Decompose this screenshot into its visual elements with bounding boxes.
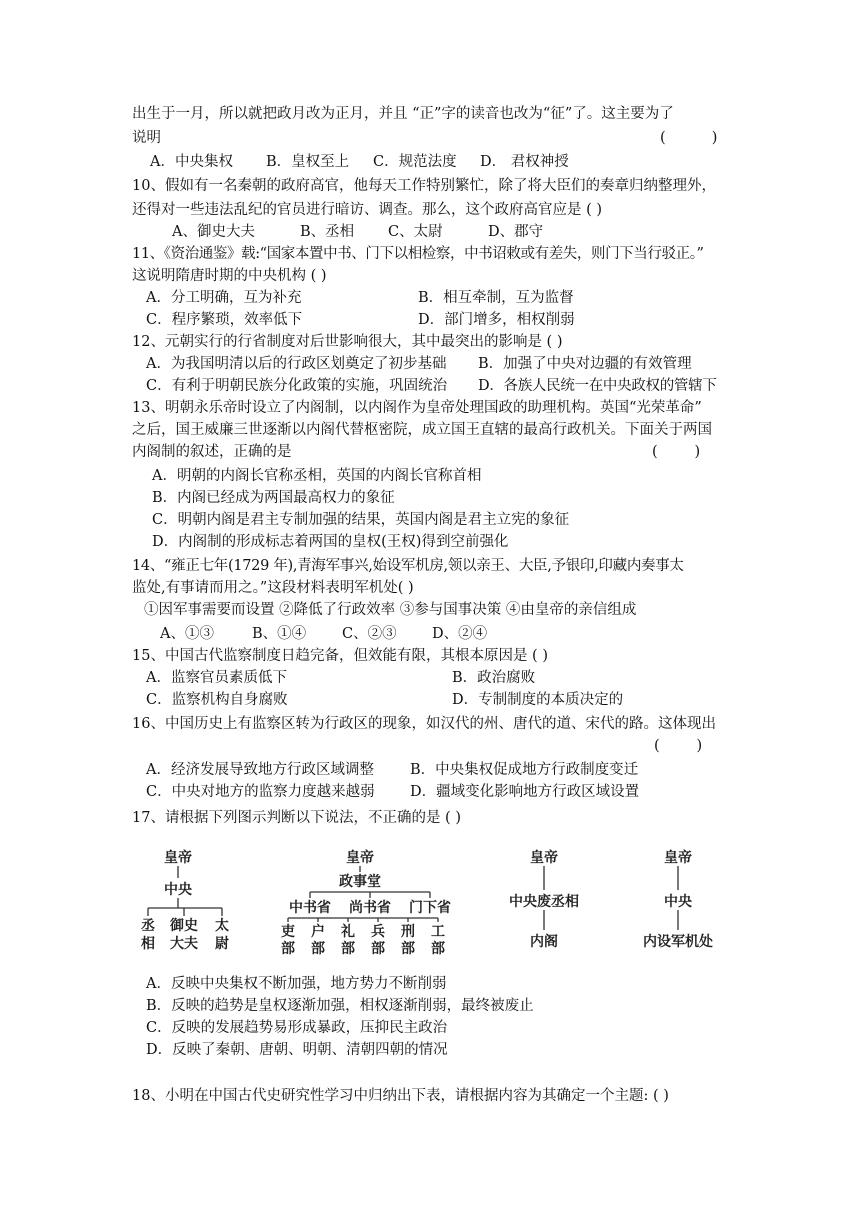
q9-option-a: A．中央集权 bbox=[150, 154, 233, 170]
d2-leaf-5: 刑 bbox=[401, 924, 415, 940]
d4-leaf: 内设军机处 bbox=[643, 934, 713, 950]
d1-leaf-2: 御史 bbox=[170, 918, 198, 934]
q13-option-c: C．明朝内阁是君主专制加强的结果，英国内阁是君主立宪的象征 bbox=[152, 512, 570, 528]
d2-branch-3: 门下省 bbox=[409, 900, 451, 916]
q10-line1: 10、假如有一名秦朝的政府高官，他每天工作特别繁忙，除了将大臣们的奏章归纳整理外， bbox=[132, 178, 716, 194]
q11-option-a: A．分工明确，互为补充 bbox=[146, 290, 302, 306]
d2-leaf-5b: 部 bbox=[401, 941, 415, 957]
diagram-qin bbox=[141, 849, 229, 952]
d2-leaf-1b: 部 bbox=[281, 941, 295, 957]
d1-leaf-1b: 相 bbox=[141, 936, 155, 952]
q11-line1: 11、《资治通鉴》载:“国家本置中书、门下以相检察，中书诏敕或有差失，则门下当行驳正。” bbox=[132, 246, 704, 262]
q12-line1: 12、元朝实行的行省制度对后世影响很大，其中最突出的影响是 ( ) bbox=[132, 334, 563, 350]
q10-option-a: A、御史大夫 bbox=[172, 224, 255, 240]
d2-leaf-4: 兵 bbox=[371, 924, 385, 940]
q15-option-b: B．政治腐败 bbox=[452, 670, 536, 686]
diagram-ming bbox=[509, 849, 579, 950]
q16-option-b: B．中央集权促成地方行政制度变迁 bbox=[410, 762, 639, 778]
q10-option-d: D、郡守 bbox=[488, 224, 544, 240]
q9-answer-paren: ( ) bbox=[660, 130, 718, 146]
q11-line2: 这说明隋唐时期的中央机构 ( ) bbox=[132, 268, 327, 284]
d2-leaf-6b: 部 bbox=[431, 941, 445, 957]
q11-option-c: C．程序繁琐，效率低下 bbox=[146, 312, 303, 328]
d4-mid: 中央 bbox=[664, 894, 692, 910]
q16-option-d: D．疆域变化影响地方行政区域设置 bbox=[410, 784, 640, 800]
d2-leaf-4b: 部 bbox=[371, 941, 385, 957]
d2-branch-2: 尚书省 bbox=[349, 900, 391, 916]
q16-option-a: A．经济发展导致地方行政区域调整 bbox=[146, 762, 374, 778]
q17-line1: 17、请根据下列图示判断以下说法，不正确的是 ( ) bbox=[132, 810, 461, 826]
q14-line1: 14、“雍正七年(1729 年),青海军事兴,始设军机房,领以亲王、大臣,予银印,印藏内奏事太 bbox=[132, 558, 684, 574]
q10-option-b: B、丞相 bbox=[300, 224, 355, 240]
q13-answer-paren: ( ) bbox=[652, 444, 701, 460]
q9-option-d: D． 君权神授 bbox=[480, 154, 569, 170]
q13-option-a: A．明朝的内阁长官称丞相，英国的内阁长官称首相 bbox=[152, 468, 482, 484]
q16-answer-paren: ( ) bbox=[654, 738, 703, 754]
q18-line1: 18、小明在中国古代史研究性学习中归纳出下表，请根据内容为其确定一个主题: ( ) bbox=[132, 1088, 669, 1104]
q17-option-d: D．反映了秦朝、唐朝、明朝、清朝四朝的情况 bbox=[146, 1042, 448, 1058]
q16-line1: 16、中国历史上有监察区转为行政区的现象，如汉代的州、唐代的道、宋代的路。这体现出 bbox=[132, 716, 716, 732]
d2-mid: 政事堂 bbox=[339, 874, 381, 890]
q14-option-a: A、①③ bbox=[160, 626, 214, 642]
q9-line1: 出生于一月，所以就把政月改为正月，并且 “正”字的读音也改为“征”了。这主要为了 bbox=[132, 106, 674, 122]
d1-leaf-2b: 大夫 bbox=[170, 936, 198, 952]
d1-leaf-3b: 尉 bbox=[215, 936, 229, 952]
d2-leaf-1: 吏 bbox=[281, 924, 295, 940]
q10-line2: 还得对一些违法乱纪的官员进行暗访、调查。那么，这个政府高官应是 ( ) bbox=[132, 202, 603, 218]
q12-option-b: B．加强了中央对边疆的有效管理 bbox=[478, 356, 692, 372]
q11-option-b: B．相互牵制，互为监督 bbox=[418, 290, 574, 306]
q11-option-d: D．部门增多，相权削弱 bbox=[418, 312, 575, 328]
q13-line2: 之后，国王威廉三世逐渐以内阁代替枢密院，成立国王直辖的最高行政机关。下面关于两国 bbox=[132, 422, 712, 438]
d1-top: 皇帝 bbox=[164, 850, 192, 866]
d3-mid: 中央废丞相 bbox=[509, 894, 579, 910]
q17-option-a: A．反映中央集权不断加强，地方势力不断削弱 bbox=[146, 976, 447, 992]
q14-statements: ①因军事需要而设置 ②降低了行政效率 ③参与国事决策 ④由皇帝的亲信组成 bbox=[144, 602, 637, 618]
d4-top: 皇帝 bbox=[664, 850, 692, 866]
d1-mid: 中央 bbox=[164, 882, 192, 898]
d2-leaf-3: 礼 bbox=[341, 924, 355, 940]
q14-option-c: C、②③ bbox=[342, 626, 397, 642]
q9-line2: 说明 bbox=[132, 130, 161, 146]
d2-leaf-6: 工 bbox=[431, 924, 445, 940]
diagram-qing bbox=[643, 849, 713, 950]
d3-leaf: 内阁 bbox=[530, 934, 558, 950]
d2-leaf-3b: 部 bbox=[341, 941, 355, 957]
q9-option-b: B．皇权至上 bbox=[266, 154, 350, 170]
d1-leaf-3: 太 bbox=[215, 918, 229, 934]
q14-line2: 监处,有事请而用之。”这段材料表明军机处( ) bbox=[132, 580, 414, 596]
q12-option-c: C．有利于明朝民族分化政策的实施，巩固统治 bbox=[146, 378, 448, 394]
q15-option-a: A．监察官员素质低下 bbox=[146, 670, 287, 686]
q9-option-c: C．规范法度 bbox=[373, 154, 457, 170]
d2-branch-1: 中书省 bbox=[289, 900, 331, 916]
q17-org-diagrams bbox=[130, 846, 730, 958]
q14-option-d: D、②④ bbox=[432, 626, 488, 642]
diagram-tang bbox=[281, 849, 451, 957]
q16-option-c: C．中央对地方的监察力度越来越弱 bbox=[146, 784, 375, 800]
d2-leaf-2b: 部 bbox=[311, 941, 325, 957]
q12-option-d: D．各族人民统一在中央政权的管辖下 bbox=[478, 378, 717, 394]
q13-line1: 13、明朝永乐帝时设立了内阁制，以内阁作为皇帝处理国政的助理机构。英国“光荣革命” bbox=[132, 400, 702, 416]
q17-option-b: B．反映的趋势是皇权逐渐加强，相权逐渐削弱，最终被废止 bbox=[146, 998, 534, 1014]
d2-leaf-2: 户 bbox=[311, 924, 325, 940]
d1-leaf-1: 丞 bbox=[141, 918, 155, 934]
q12-option-a: A．为我国明清以后的行政区划奠定了初步基础 bbox=[146, 356, 447, 372]
q15-option-c: C．监察机构自身腐败 bbox=[146, 692, 288, 708]
q14-option-b: B、①④ bbox=[252, 626, 307, 642]
d2-top: 皇帝 bbox=[346, 850, 374, 866]
q15-line1: 15、中国古代监察制度日趋完备，但效能有限，其根本原因是 ( ) bbox=[132, 648, 548, 664]
q13-line3: 内阁制的叙述，正确的是 bbox=[132, 444, 292, 460]
q17-option-c: C．反映的发展趋势易形成暴政，压抑民主政治 bbox=[146, 1020, 448, 1036]
q15-option-d: D．专制制度的本质决定的 bbox=[452, 692, 624, 708]
q10-option-c: C、太尉 bbox=[388, 224, 443, 240]
q13-option-d: D．内阁制的形成标志着两国的皇权(王权)得到空前强化 bbox=[152, 534, 509, 550]
q13-option-b: B．内阁已经成为两国最高权力的象征 bbox=[152, 490, 395, 506]
d3-top: 皇帝 bbox=[530, 850, 558, 866]
